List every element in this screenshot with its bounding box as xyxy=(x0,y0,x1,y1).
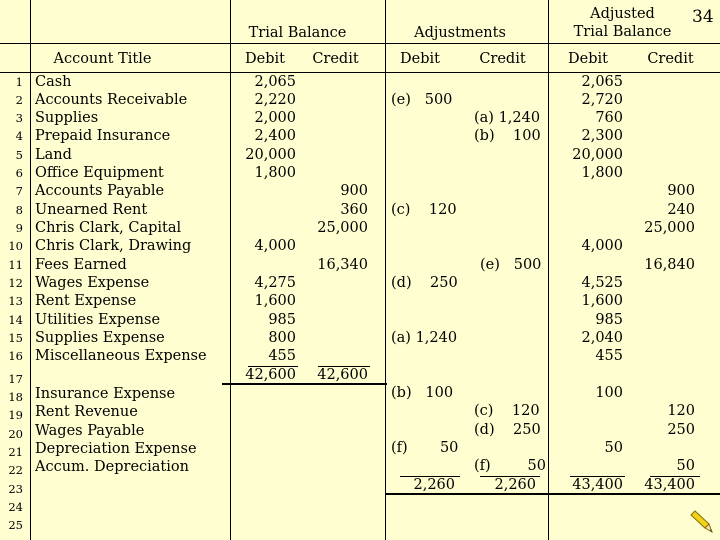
cell-tb-credit: 25,000 xyxy=(317,220,368,236)
cell-title: Cash xyxy=(35,74,72,90)
cell-adj-credit: (c) 120 xyxy=(474,403,540,419)
cell-atb-debit: 455 xyxy=(595,348,623,364)
cell-title: Wages Payable xyxy=(35,423,145,439)
cell-tb-debit: 2,400 xyxy=(254,128,296,144)
cell-tb-debit: 455 xyxy=(268,348,296,364)
tb-credit-header: Credit xyxy=(312,51,359,67)
cell-atb-debit: 2,300 xyxy=(581,128,623,144)
cell-adj-debit: 2,260 xyxy=(413,477,455,493)
cell-adj-debit: (f) 50 xyxy=(391,440,459,456)
row-number: 6 xyxy=(15,166,23,180)
cell-atb-debit: 43,400 xyxy=(572,477,623,493)
cell-atb-credit: 25,000 xyxy=(644,220,695,236)
account-title-header: Account Title xyxy=(53,51,152,67)
row-number: 20 xyxy=(8,427,23,441)
cell-tb-debit: 20,000 xyxy=(245,147,296,163)
cell-title: Insurance Expense xyxy=(35,386,176,402)
tb-debit-header: Debit xyxy=(245,51,285,67)
cell-tb-credit: 360 xyxy=(340,202,368,218)
cell-adj-credit: (e) 500 xyxy=(480,257,542,273)
row-number: 25 xyxy=(8,518,23,532)
cell-atb-debit: 50 xyxy=(604,440,623,456)
cell-title: Chris Clark, Drawing xyxy=(35,238,192,254)
cell-atb-debit: 1,800 xyxy=(581,165,623,181)
row-number: 18 xyxy=(8,390,23,404)
row-number: 13 xyxy=(8,294,23,308)
row-number: 7 xyxy=(15,184,23,198)
cell-tb-debit: 2,065 xyxy=(254,74,296,90)
cell-title: Fees Earned xyxy=(35,257,127,273)
row-number: 24 xyxy=(8,500,23,514)
cell-title: Depreciation Expense xyxy=(35,441,197,457)
cell-title: Unearned Rent xyxy=(35,202,148,218)
cell-atb-debit: 4,000 xyxy=(581,238,623,254)
row-number: 1 xyxy=(15,75,23,89)
page-number: 34 xyxy=(692,7,714,27)
atb-debit-header: Debit xyxy=(568,51,608,67)
cell-tb-credit: 900 xyxy=(340,183,368,199)
cell-tb-debit: 1,800 xyxy=(254,165,296,181)
cell-title: Accum. Depreciation xyxy=(35,459,189,475)
row-number: 14 xyxy=(8,313,23,327)
cell-title: Prepaid Insurance xyxy=(35,128,171,144)
cell-atb-debit: 985 xyxy=(595,312,623,328)
cell-tb-debit: 1,600 xyxy=(254,293,296,309)
cell-adj-debit: (e) 500 xyxy=(391,92,453,108)
cell-title: Accounts Payable xyxy=(35,183,165,199)
cell-atb-credit: 120 xyxy=(667,403,695,419)
cell-atb-credit: 250 xyxy=(667,422,695,438)
cell-adj-credit: 2,260 xyxy=(494,477,536,493)
row-number: 12 xyxy=(8,276,23,290)
cell-adj-debit: (b) 100 xyxy=(391,385,454,401)
cell-adj-credit: (f) 50 xyxy=(474,458,547,474)
cell-tb-debit: 4,000 xyxy=(254,238,296,254)
cell-atb-credit: 43,400 xyxy=(644,477,695,493)
adjustments-header: Adjustments xyxy=(414,25,506,41)
adj-debit-header: Debit xyxy=(400,51,440,67)
cell-tb-debit: 42,600 xyxy=(245,367,296,383)
row-number: 3 xyxy=(15,111,23,125)
cell-atb-debit: 20,000 xyxy=(572,147,623,163)
cell-atb-credit: 50 xyxy=(676,458,695,474)
row-number: 4 xyxy=(15,129,23,143)
cell-title: Rent Revenue xyxy=(35,404,138,420)
row-number: 23 xyxy=(8,482,23,496)
cell-title: Land xyxy=(35,147,72,163)
cell-adj-debit: (c) 120 xyxy=(391,202,457,218)
row-number: 10 xyxy=(8,239,23,253)
cell-atb-debit: 760 xyxy=(595,110,623,126)
row-number: 5 xyxy=(15,148,23,162)
row-number: 2 xyxy=(15,93,23,107)
cell-atb-credit: 900 xyxy=(667,183,695,199)
pencil-icon xyxy=(688,508,714,534)
row-number: 11 xyxy=(8,258,23,272)
row-number: 15 xyxy=(8,331,23,345)
cell-title: Supplies Expense xyxy=(35,330,165,346)
cell-title: Rent Expense xyxy=(35,293,137,309)
atb-credit-header: Credit xyxy=(647,51,694,67)
cell-title: Wages Expense xyxy=(35,275,150,291)
row-number: 19 xyxy=(8,408,23,422)
cell-tb-credit: 42,600 xyxy=(317,367,368,383)
cell-title: Supplies xyxy=(35,110,99,126)
cell-atb-debit: 1,600 xyxy=(581,293,623,309)
cell-adj-credit: (b) 100 xyxy=(474,128,541,144)
cell-tb-debit: 800 xyxy=(268,330,296,346)
row-number: 17 xyxy=(8,372,23,386)
cell-atb-credit: 240 xyxy=(667,202,695,218)
cell-atb-debit: 2,065 xyxy=(581,74,623,90)
adjusted-header-line1: Adjusted xyxy=(590,6,655,22)
row-number: 22 xyxy=(8,463,23,477)
trial-balance-header: Trial Balance xyxy=(248,25,347,41)
cell-title: Utilities Expense xyxy=(35,312,161,328)
cell-title: Miscellaneous Expense xyxy=(35,348,207,364)
row-number: 9 xyxy=(15,221,23,235)
cell-atb-debit: 2,040 xyxy=(581,330,623,346)
cell-tb-debit: 2,000 xyxy=(254,110,296,126)
cell-atb-debit: 4,525 xyxy=(581,275,623,291)
cell-title: Chris Clark, Capital xyxy=(35,220,182,236)
row-number: 8 xyxy=(15,203,23,217)
cell-tb-debit: 2,220 xyxy=(254,92,296,108)
cell-atb-debit: 100 xyxy=(595,385,623,401)
cell-adj-credit: (a) 1,240 xyxy=(474,110,541,126)
cell-adj-credit: (d) 250 xyxy=(474,422,541,438)
cell-tb-debit: 985 xyxy=(268,312,296,328)
cell-adj-debit: (a) 1,240 xyxy=(391,330,458,346)
cell-title: Accounts Receivable xyxy=(35,92,188,108)
row-number: 16 xyxy=(8,349,23,363)
cell-atb-debit: 2,720 xyxy=(581,92,623,108)
cell-tb-debit: 4,275 xyxy=(254,275,296,291)
cell-adj-debit: (d) 250 xyxy=(391,275,458,291)
cell-tb-credit: 16,340 xyxy=(317,257,368,273)
adjusted-header-line2: Trial Balance xyxy=(573,24,672,40)
cell-title: Office Equipment xyxy=(35,165,164,181)
adj-credit-header: Credit xyxy=(479,51,526,67)
cell-atb-credit: 16,840 xyxy=(644,257,695,273)
row-number: 21 xyxy=(8,445,23,459)
